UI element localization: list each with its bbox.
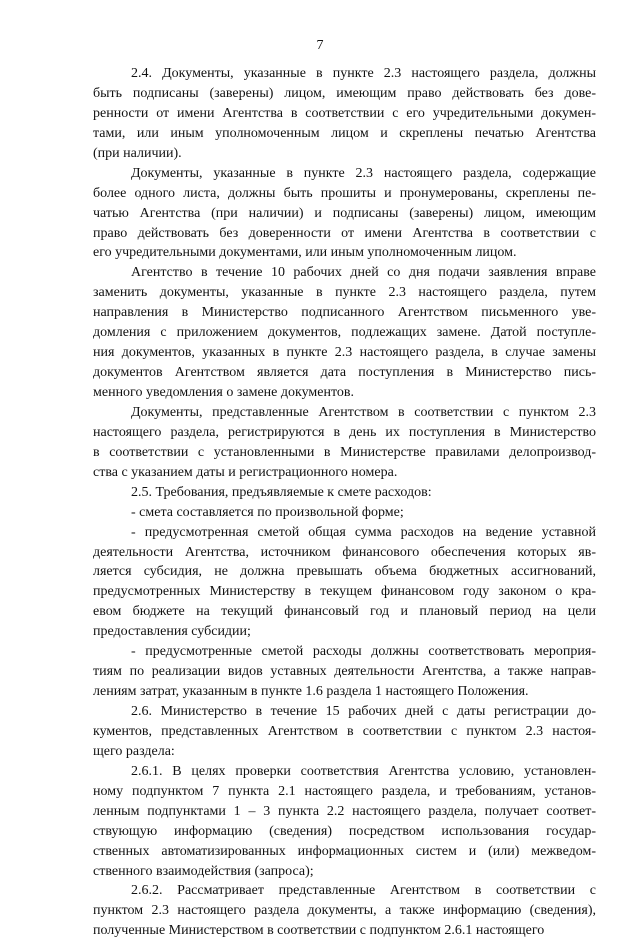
text-line: заменить документы, указанные в пункте 2.3 настоящего раздела, путем [93,285,596,301]
paragraph-p-2-5 [93,483,596,503]
text-line: 2.6. Министерство в течение 15 рабочих дней с даты регистрации до- [131,704,596,719]
text-line: ствующую информацию (сведения) посредством использования государ- [93,823,596,839]
page-number: 7 [316,38,324,53]
text-line: - предусмотренная сметой общая сумма расходов на ведение уставной [131,524,596,540]
text-line: домления с приложением документов, подлежащих замене. Датой поступле- [93,325,596,341]
paragraph-p-2-6 [93,702,596,762]
paragraph-p-docs-sheets [93,164,596,264]
text-line: Агентство в течение 10 рабочих дней со дня подачи заявления вправе [131,265,596,281]
text-line: тиям по реализации видов уставных деятельности Агентства, а также направ- [93,664,596,680]
text-line: документов Агентством является дата поступления в Министерство пись- [93,365,596,381]
paragraph-p-2-5-a [93,503,596,523]
text-line: 2.5. Требования, предъявляемые к смете расходов: [131,484,432,500]
text-line: 2.6.1. В целях проверки соответствия Агентства условию, установлен- [131,763,596,779]
text-line: полученные Министерством в соответствии с подпунктом 2.6.1 настоящего [93,923,545,939]
text-line: щего раздела: [93,743,175,759]
text-line: предусмотренных Министерству в текущем финансовом году законом о кра- [93,584,596,600]
text-line: ляется субсидия, не должна превышать объема бюджетных ассигнований, [93,564,596,580]
text-line: лениям затрат, указанным в пункте 1.6 раздела 1 настоящего Положения. [93,684,529,700]
text-line: предоставления субсидии; [93,624,251,640]
text-line: деятельности Агентства, источником финансового обеспечения которых яв- [93,544,596,560]
text-line: менного уведомления о замене документов. [93,385,355,400]
paragraph-p-registration [93,403,596,483]
text-line: евом бюджете на текущий финансовый год и плановый период на цели [93,604,596,620]
text-line: кументов, представленных Агентством в соответствии с пунктом 2.3 настоя- [93,723,596,739]
paragraph-p-replace-docs [93,263,596,403]
text-line: 2.4. Документы, указанные в пункте 2.3 настоящего раздела, должны [131,66,596,81]
text-line: - смета составляется по произвольной форме; [131,504,404,520]
text-line: ренности от имени Агентства в соответствии с его учредительными докумен- [93,105,596,121]
paragraph-p-2-5-c [93,642,596,702]
text-line: Документы, указанные в пункте 2.3 настоящего раздела, содержащие [131,165,596,181]
text-line: ственного взаимодействия (запроса); [93,863,314,879]
text-line: ственных автоматизированных информационных систем и (или) межведом- [93,843,596,859]
paragraph-p-2-6-2 [93,881,596,941]
text-line: пунктом 2.3 настоящего раздела документы, а также информацию (сведения), [93,903,596,919]
text-line: (при наличии). [93,145,182,161]
text-line: 2.6.2. Рассматривает представленные Агентством в соответствии с [131,883,596,899]
paragraph-p-2-6-1 [93,762,596,882]
text-line: настоящего раздела, регистрируются в день их поступления в Министерство [93,424,596,440]
text-line: Документы, представленные Агентством в соответствии с пунктом 2.3 [131,404,596,420]
text-line: быть подписаны (заверены) лицом, имеющим право действовать без дове- [93,85,596,101]
text-line: более одного листа, должны быть прошиты и пронумерованы, скреплены пе- [93,185,596,201]
text-line: чатью Агентства (при наличии) и подписаны (заверены) лицом, имеющим [93,205,596,221]
text-line: право действовать без доверенности от имени Агентства в соответствии с [93,225,596,241]
text-line: тами, или иным уполномоченным лицом и скреплены печатью Агентства [93,125,596,141]
text-line: ства с указанием даты и регистрационного номера. [93,464,398,480]
text-line: в соответствии с установленными в Министерстве правилами делопроизвод- [93,444,596,460]
text-line: ния документов, указанных в пункте 2.3 настоящего раздела, в случае замены [93,345,596,361]
text-line: - предусмотренные сметой расходы должны соответствовать мероприя- [131,644,596,660]
text-line: направления в Министерство подписанного Агентством письменного уве- [93,305,596,321]
text-line: его учредительными документами, или иным уполномоченным лицом. [93,245,517,261]
document-body [93,64,596,941]
paragraph-p-2-4 [93,64,596,164]
text-line: ному подпунктом 7 пункта 2.1 настоящего раздела, и требованиям, установ- [93,783,596,799]
text-line: ленным подпунктами 1 – 3 пункта 2.2 настоящего раздела, получает соответ- [93,803,596,819]
paragraph-p-2-5-b [93,523,596,643]
